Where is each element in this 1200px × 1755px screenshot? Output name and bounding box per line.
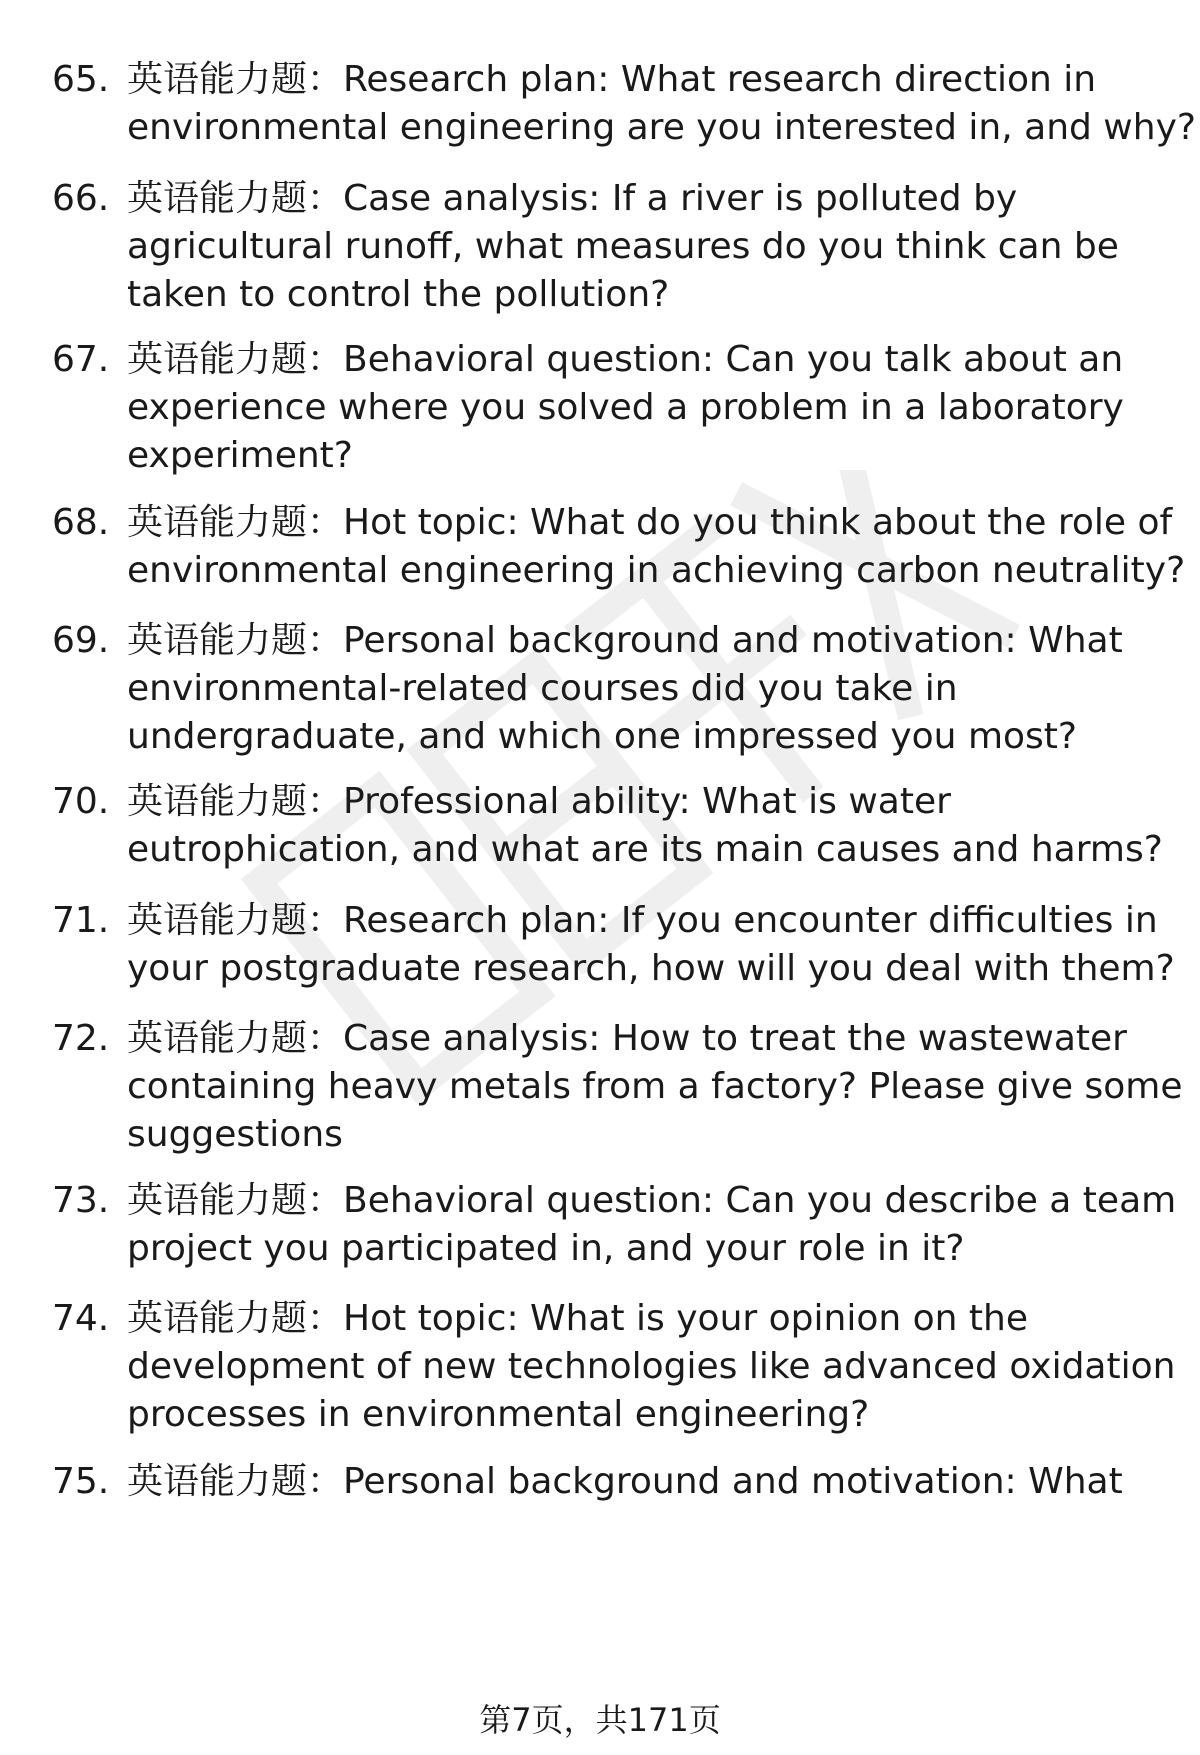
question-number: 68. <box>52 502 110 543</box>
question-text: 英语能力题：Personal background and motivation: What environmental-related courses did you take in undergraduate, and which one impressed you most? <box>127 620 1123 757</box>
question-text: 英语能力题：Professional ability: What is water eutrophication, and what are its main causes and harms? <box>127 781 1163 870</box>
question-number: 74. <box>52 1298 110 1339</box>
page-number: 第7页，共171页 <box>479 1701 721 1739</box>
question-text: 英语能力题：Case analysis: If a river is polluted by agricultural runoff, what measures do you think can be taken to control the pollution? <box>127 178 1119 315</box>
question-text: 英语能力题：Behavioral question: Can you talk about an experience where you solved a problem in a laboratory experiment? <box>127 339 1124 476</box>
question-number: 70. <box>52 781 110 822</box>
question-number: 73. <box>52 1180 110 1221</box>
question-number: 66. <box>52 178 110 219</box>
question-number: 71. <box>52 900 110 941</box>
question-text: 英语能力题：Research plan: If you encounter difficulties in your postgraduate research, how will you deal with them? <box>127 900 1175 989</box>
question-number: 75. <box>52 1461 110 1502</box>
question-number: 72. <box>52 1018 110 1059</box>
question-text: 英语能力题：Hot topic: What do you think about the role of environmental engineering in achieving carbon neutrality? <box>127 502 1186 591</box>
question-text: 英语能力题：Personal background and motivation: What <box>127 1461 1123 1502</box>
question-number: 69. <box>52 620 110 661</box>
question-number: 67. <box>52 339 110 380</box>
question-number: 65. <box>52 59 110 100</box>
question-text: 英语能力题：Hot topic: What is your opinion on the development of new technologies like advanced oxidation processes in environmental engineering? <box>127 1298 1176 1435</box>
question-text: 英语能力题：Case analysis: How to treat the wastewater containing heavy metals from a factory? Please give some suggestions <box>127 1018 1183 1155</box>
question-text: 英语能力题：Research plan: What research direction in environmental engineering are you interested in, and why? <box>127 59 1196 148</box>
question-text: 英语能力题：Behavioral question: Can you describe a team project you participated in, and your role in it? <box>127 1180 1177 1269</box>
